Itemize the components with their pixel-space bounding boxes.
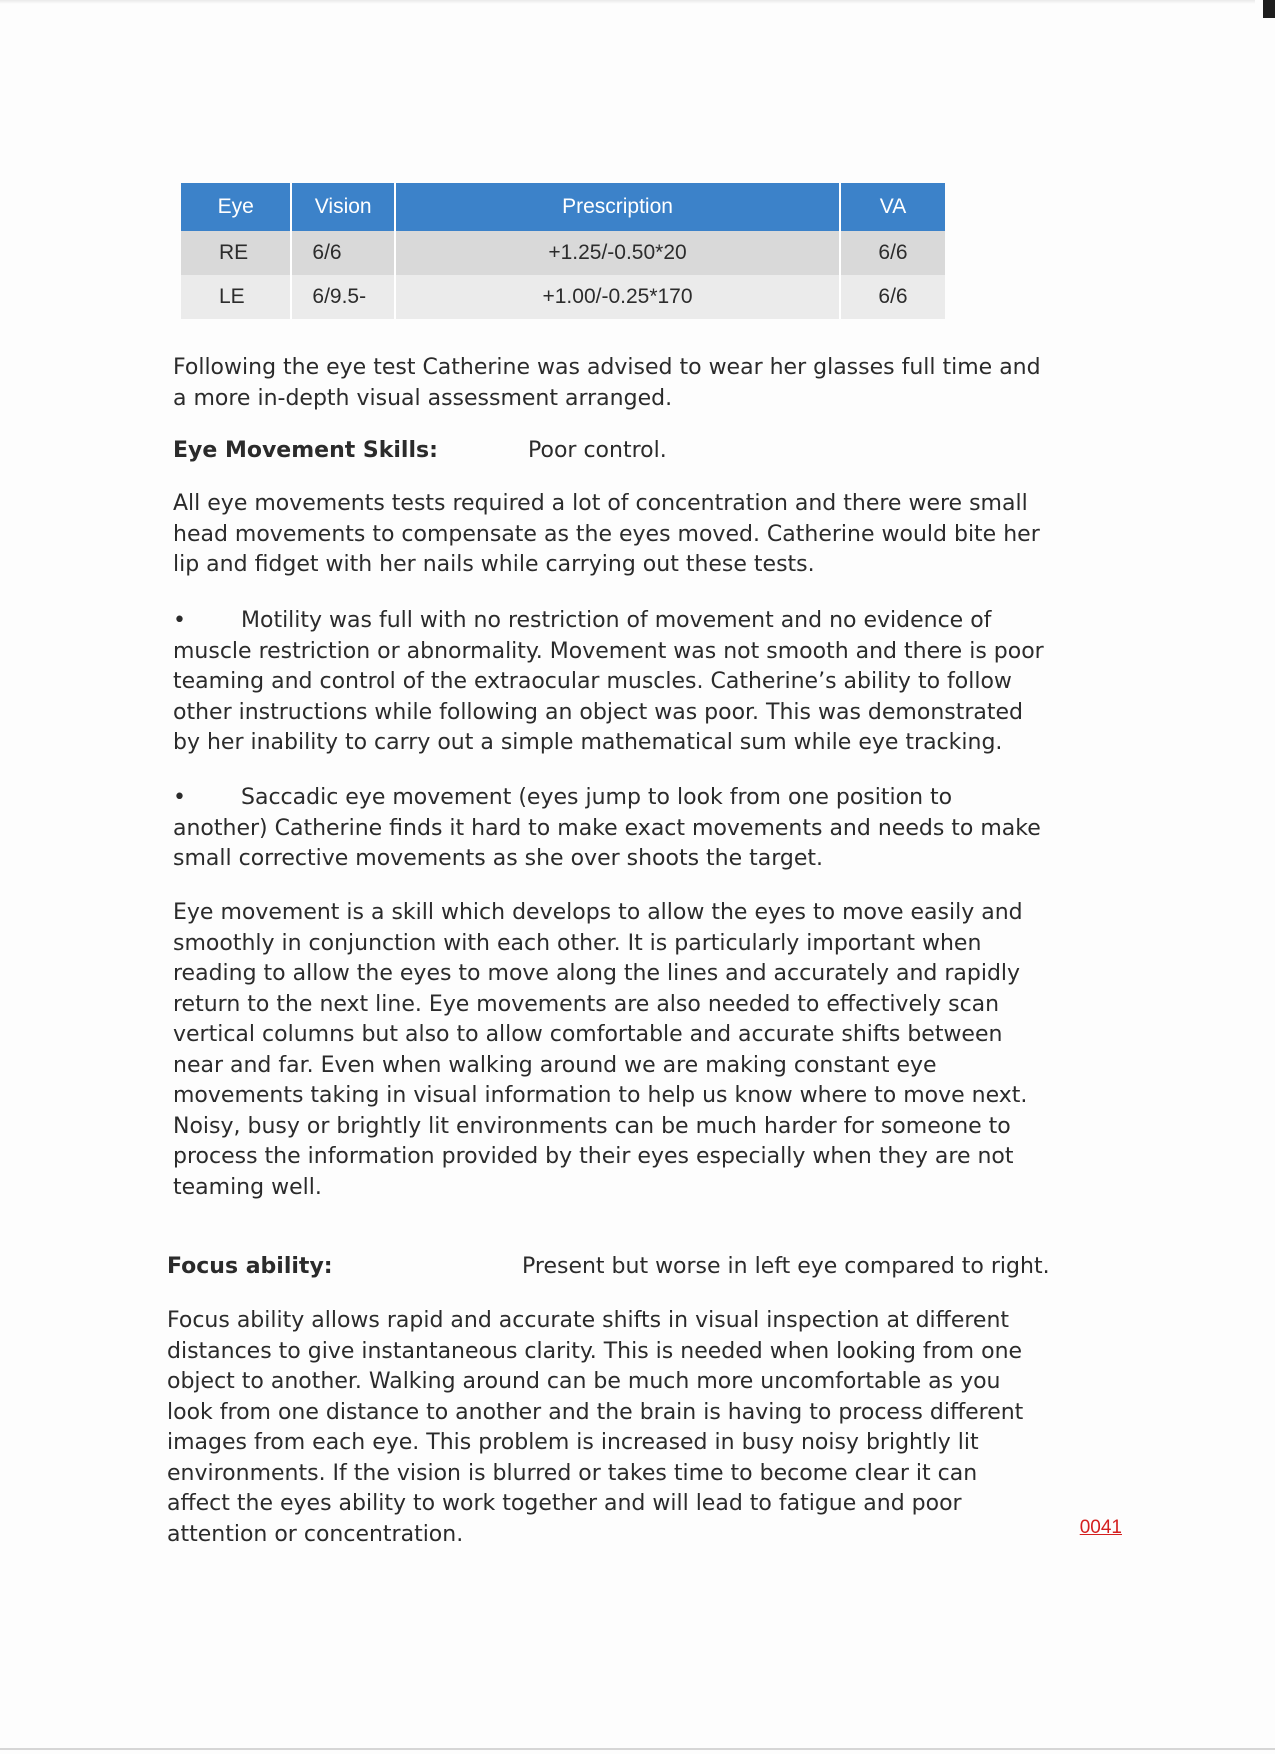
table-row [181,275,945,319]
intro-paragraph [173,353,1053,414]
eye-movement-explanation [173,898,1053,1203]
cell-vision: 6/6 [292,231,396,275]
focus-value: Present but worse in left eye compared to right. [522,1254,1050,1279]
cell-prescription: +1.00/-0.25*170 [396,275,841,319]
scan-edge-bottom [0,1748,1275,1750]
bullet-saccadic-text: Saccadic eye movement (eyes jump to look from one position to another) Catherine finds it hard to make exact movements and needs to make small corrective movements as she over shoots the target. [173,785,1041,871]
bullet-motility-text: Motility was full with no restriction of movement and no evidence of muscle restriction or abnormality. Movement was not smooth and there is poor teaming and control of the extraocular muscles. Catherine’s ability to follow other instructions while following an object was poor. This was demonstrated by her inability to carry out a simple mathematical sum while eye tracking. [173,608,1044,755]
scan-corner-mark [1263,0,1275,18]
eye-movement-label: Eye Movement Skills: [173,438,438,463]
cell-vision: 6/9.5- [292,275,396,319]
cell-prescription: +1.25/-0.50*20 [396,231,841,275]
bullet-marker: • [173,608,186,633]
focus-text: Focus ability allows rapid and accurate shifts in visual inspection at different distances to give instantaneous clarity. This is needed when looking from one object to another. Walking around can be much more uncomfortable as you look from one distance to another and the brain is having to process different images from each eye. This problem is increased in busy noisy brightly lit environments. If the vision is blurred or takes time to become clear it can affect the eyes ability to work together and will lead to fatigue and poor attention or concentration. [167,1308,1024,1547]
header-eye: Eye [181,183,292,231]
eye-movement-value: Poor control. [528,438,667,463]
page-number: 0041 [1079,1517,1122,1538]
cell-va: 6/6 [841,231,945,275]
header-prescription: Prescription [396,183,841,231]
header-vision: Vision [292,183,396,231]
prescription-table [181,183,945,319]
scan-edge-top [0,0,1255,4]
cell-eye: LE [181,275,292,319]
cell-va: 6/6 [841,275,945,319]
intro-text: Following the eye test Catherine was advised to wear her glasses full time and a more in-depth visual assessment arranged. [173,355,1041,411]
bullet-marker: • [173,785,186,810]
eye-movement-explanation-text: Eye movement is a skill which develops to allow the eyes to move easily and smoothly in conjunction with each other. It is particularly important when reading to allow the eyes to move along the lines and accurately and rapidly return to the next line. Eye movements are also needed to effectively scan vertical columns but also to allow comfortable and accurate shifts between near and far. Even when walking around we are making constant eye movements taking in visual information to help us know where to move next. Noisy, busy or brightly lit environments can be much harder for someone to process the information provided by their eyes especially when they are not teaming well. [173,900,1028,1200]
focus-paragraph [167,1306,1047,1550]
table-row [181,231,945,275]
table-header-row [181,183,945,231]
focus-heading [167,1252,1067,1282]
focus-label: Focus ability: [167,1254,333,1279]
eye-movement-text: All eye movements tests required a lot of concentration and there were small head movements to compensate as the eyes moved. Catherine would bite her lip and fidget with her nails while carrying out these tests. [173,491,1040,577]
eye-movement-heading [173,436,1073,466]
header-va: VA [841,183,945,231]
bullet-saccadic [173,783,1053,875]
cell-eye: RE [181,231,292,275]
bullet-motility [173,606,1053,759]
eye-movement-paragraph [173,489,1053,581]
